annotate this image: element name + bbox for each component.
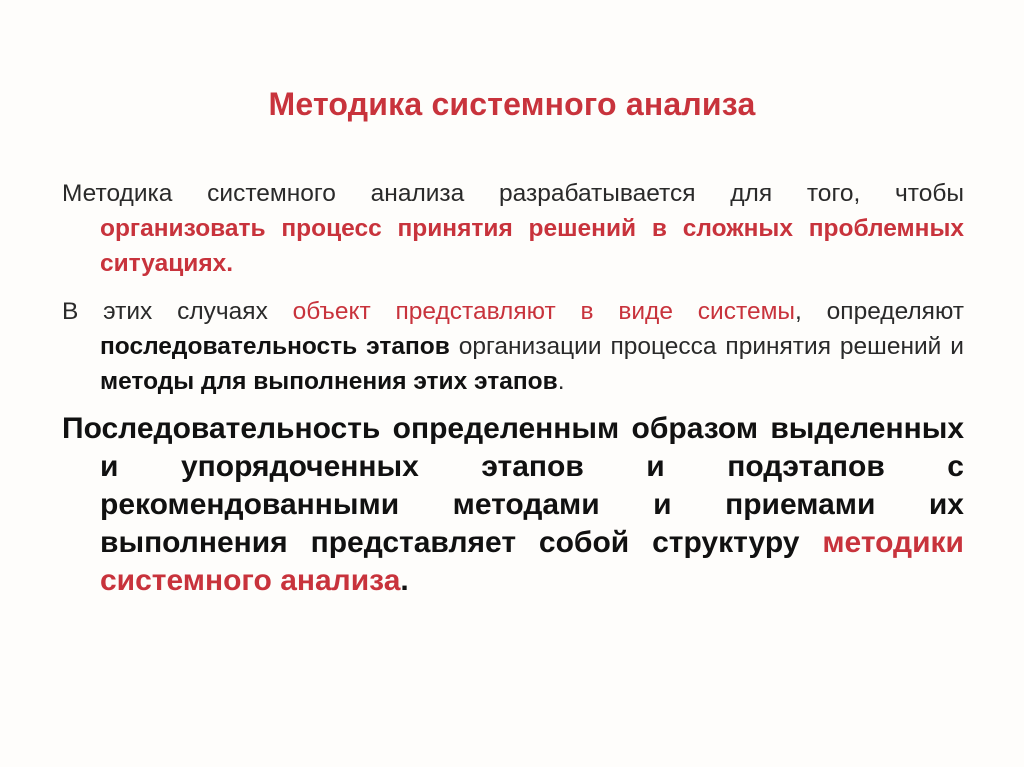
paragraph-purpose <box>62 176 964 281</box>
text-final-period: . <box>400 564 409 597</box>
highlight-object-as-system: объект представляют в виде системы <box>292 298 796 325</box>
slide-title: Методика системного анализа <box>268 86 756 122</box>
text-intro: Методика системного анализа разрабатывается для того, чтобы <box>62 180 964 207</box>
text-structure-definition: Последовательность определенным образом выделенных и упорядоченных этапов и подэтапов с рекомендованными методами и приемами их выполнения представляет собой структуру <box>62 412 964 559</box>
highlight-methodology: методики системного анализа <box>100 526 964 597</box>
text-define: , определяют <box>795 298 965 325</box>
slide-body <box>62 176 964 600</box>
emphasis-stage-sequence: последовательность этапов <box>100 333 450 360</box>
paragraph-structure <box>62 410 964 600</box>
text-cases-intro: В этих случаях <box>62 298 293 325</box>
text-organization: организации процесса принятия решений и <box>449 333 964 360</box>
highlight-decision-process: организовать процесс принятия решений в сложных проблемных ситуациях. <box>100 215 964 277</box>
paragraph-cases <box>62 294 964 399</box>
text-period: . <box>557 368 565 395</box>
emphasis-stage-methods: методы для выполнения этих этапов <box>100 368 558 395</box>
